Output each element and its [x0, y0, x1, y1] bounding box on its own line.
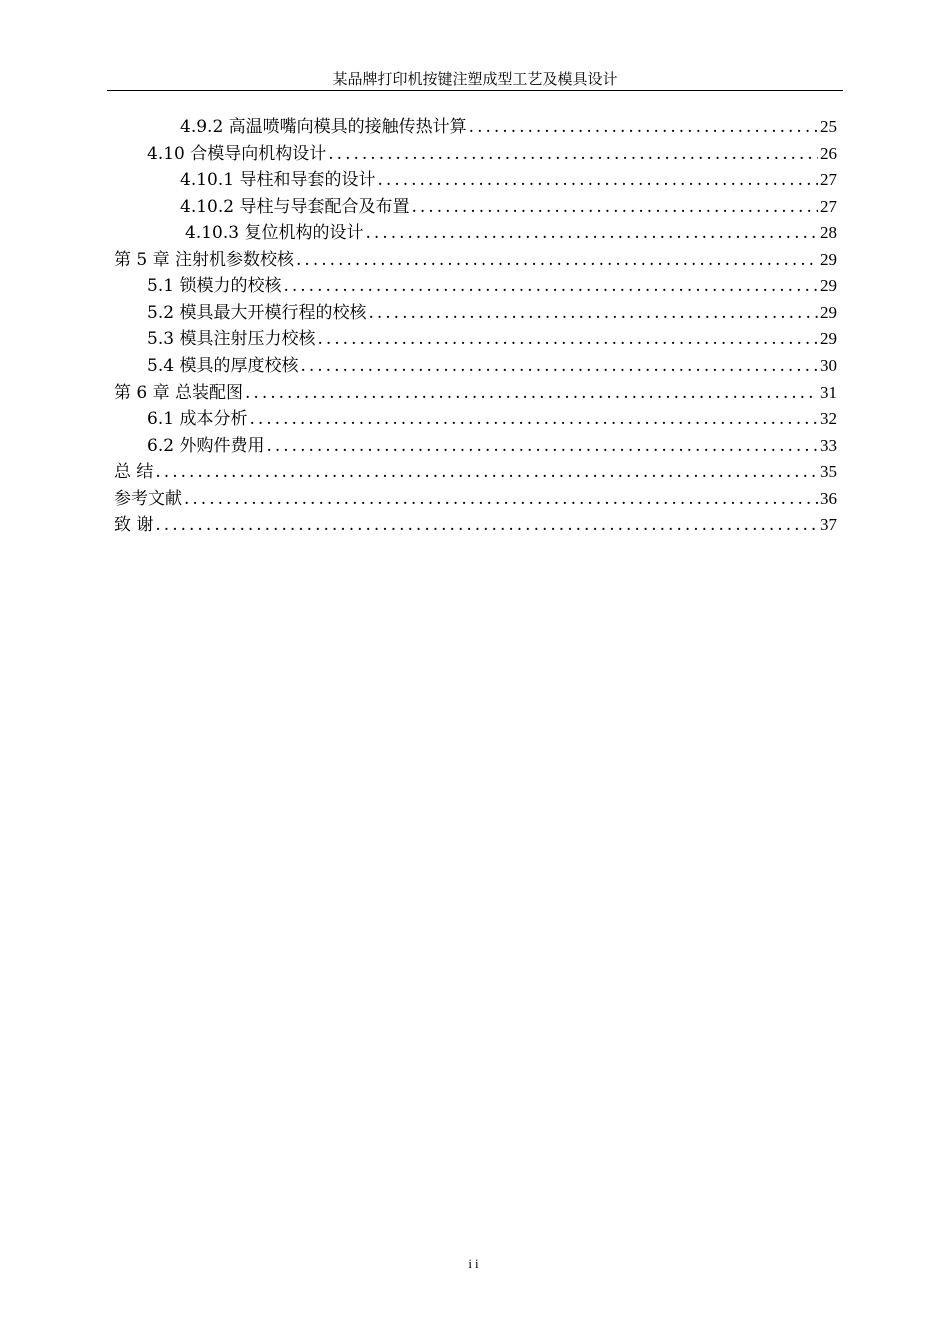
toc-entry-page: 29	[820, 276, 837, 295]
page-header	[107, 68, 843, 91]
toc-entry-title: 4.10.1 导柱和导套的设计	[180, 170, 376, 190]
toc-entry-title: 5.3 模具注射压力校核	[147, 329, 316, 349]
toc-dot-leader	[368, 300, 818, 326]
toc-entry-5-2[interactable]	[147, 300, 837, 326]
toc-entry-chapter-6[interactable]	[114, 380, 837, 406]
toc-dot-leader	[266, 433, 818, 459]
toc-dot-leader	[155, 512, 818, 538]
document-title: 某品牌打印机按键注塑成型工艺及模具设计	[332, 70, 618, 88]
toc-dot-leader	[317, 326, 818, 352]
toc-entry-title: 总 结	[114, 462, 154, 482]
toc-entry-title: 第 5 章 注射机参数校核	[114, 250, 295, 270]
toc-dot-leader	[328, 141, 818, 167]
toc-entry-title: 第 6 章 总装配图	[114, 383, 244, 403]
toc-entry-6-2[interactable]	[147, 433, 837, 459]
toc-dot-leader	[296, 247, 818, 273]
toc-entry-summary[interactable]	[114, 459, 837, 485]
toc-dot-leader	[300, 353, 818, 379]
toc-entry-page: 30	[820, 356, 837, 375]
toc-dot-leader	[184, 486, 818, 512]
toc-entry-page: 37	[820, 515, 837, 534]
toc-entry-acknowledgements[interactable]	[114, 512, 837, 538]
toc-entry-title: 4.9.2 高温喷嘴向模具的接触传热计算	[180, 117, 467, 137]
toc-entry-page: 29	[820, 250, 837, 269]
toc-entry-5-4[interactable]	[147, 353, 837, 379]
toc-entry-page: 35	[820, 462, 837, 481]
toc-entry-4-10-1[interactable]	[180, 167, 837, 193]
toc-entry-page: 27	[820, 197, 837, 216]
toc-entry-5-1[interactable]	[147, 273, 837, 299]
toc-entry-title: 6.2 外购件费用	[147, 436, 265, 456]
toc-entry-4-9-2[interactable]	[180, 114, 837, 140]
toc-entry-4-10-3[interactable]	[185, 220, 837, 246]
toc-dot-leader	[155, 459, 818, 485]
toc-dot-leader	[377, 167, 818, 193]
toc-entry-page: 28	[820, 223, 837, 242]
toc-entry-page: 26	[820, 144, 837, 163]
toc-entry-page: 32	[820, 409, 837, 428]
toc-entry-title: 4.10.2 导柱与导套配合及布置	[180, 197, 410, 217]
toc-entry-title: 5.2 模具最大开模行程的校核	[147, 303, 367, 323]
toc-entry-page: 29	[820, 303, 837, 322]
toc-entry-5-3[interactable]	[147, 326, 837, 352]
toc-entry-page: 29	[820, 329, 837, 348]
toc-entry-page: 25	[820, 117, 837, 136]
toc-dot-leader	[283, 273, 818, 299]
toc-entry-references[interactable]	[114, 486, 837, 512]
toc-entry-title: 6.1 成本分析	[147, 409, 248, 429]
toc-entry-title: 5.1 锁模力的校核	[147, 276, 282, 296]
toc-dot-leader	[365, 220, 818, 246]
toc-entry-page: 31	[820, 383, 837, 402]
toc-entry-page: 33	[820, 436, 837, 455]
toc-entry-chapter-5[interactable]	[114, 247, 837, 273]
toc-entry-4-10[interactable]	[147, 141, 837, 167]
toc-entry-page: 27	[820, 170, 837, 189]
toc-entry-title: 参考文献	[114, 489, 182, 509]
toc-entry-6-1[interactable]	[147, 406, 837, 432]
toc-dot-leader	[245, 380, 818, 406]
toc-entry-page: 36	[820, 489, 837, 508]
toc-entry-title: 4.10 合模导向机构设计	[147, 144, 327, 164]
toc-entry-title: 4.10.3 复位机构的设计	[185, 223, 364, 243]
toc-dot-leader	[469, 114, 818, 140]
toc-entry-4-10-2[interactable]	[180, 194, 837, 220]
toc-entry-title: 致 谢	[114, 515, 154, 535]
toc-dot-leader	[411, 194, 818, 220]
toc-dot-leader	[249, 406, 818, 432]
page-number: ii	[468, 1256, 482, 1271]
toc-entry-title: 5.4 模具的厚度校核	[147, 356, 299, 376]
